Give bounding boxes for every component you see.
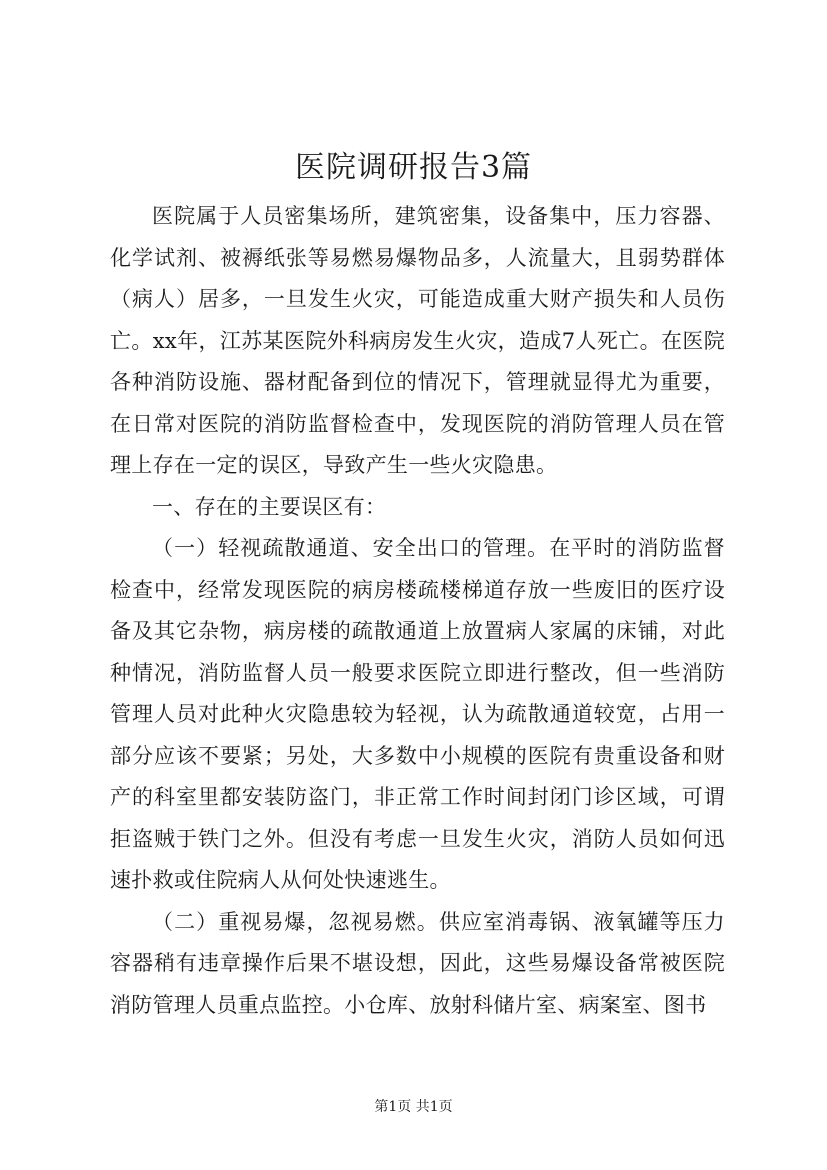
paragraph-section-heading: 一、存在的主要误区有： [152, 494, 387, 519]
paragraph-item-1: （一）轻视疏散通道、安全出口的管理。在平时的消防监督检查中，经常发现医院的病房楼疏楼梯道存放一些废旧的医疗设备及其它杂物，病房楼的疏散通道上放置病人家属的床铺，对此种情况，消防监督人员一般要求医院立即进行整改，但一些消防管理人员对此种火灾隐患较为轻视，认为疏散通道较宽，占用一部分应该不要紧；另处，大多数中小规模的医院有贵重设备和财产的科室里都安装防盗门，非正常工作时间封闭门诊区域，可谓拒盗贼于铁门之外。但没有考虑一旦发生火灾，消防人员如何迅速扑救或住院病人从何处快速逃生。 [110, 536, 725, 892]
paragraph-intro: 医院属于人员密集场所，建筑密集，设备集中，压力容器、化学试剂、被褥纸张等易燃易爆物品多，人流量大，且弱势群体（病人）居多，一旦发生火灾，可能造成重大财产损失和人员伤亡。xx年，江苏某医院外科病房发生火灾，造成7人死亡。在医院各种消防设施、器材配备到位的情况下，管理就显得尤为重要，在日常对医院的消防监督检查中，发现医院的消防管理人员在管理上存在一定的误区，导致产生一些火灾隐患。 [110, 204, 725, 477]
document-title: 医院调研报告3篇 [294, 150, 533, 185]
document-body [110, 196, 725, 1026]
page-number-footer: 第1页 共1页 [374, 1099, 453, 1115]
paragraph-item-2: （二）重视易爆，忽视易燃。供应室消毒锅、液氧罐等压力容器稍有违章操作后果不堪设想，因此，这些易爆设备常被医院消防管理人员重点监控。小仓库、放射科储片室、病案室、图书 [110, 909, 725, 1017]
